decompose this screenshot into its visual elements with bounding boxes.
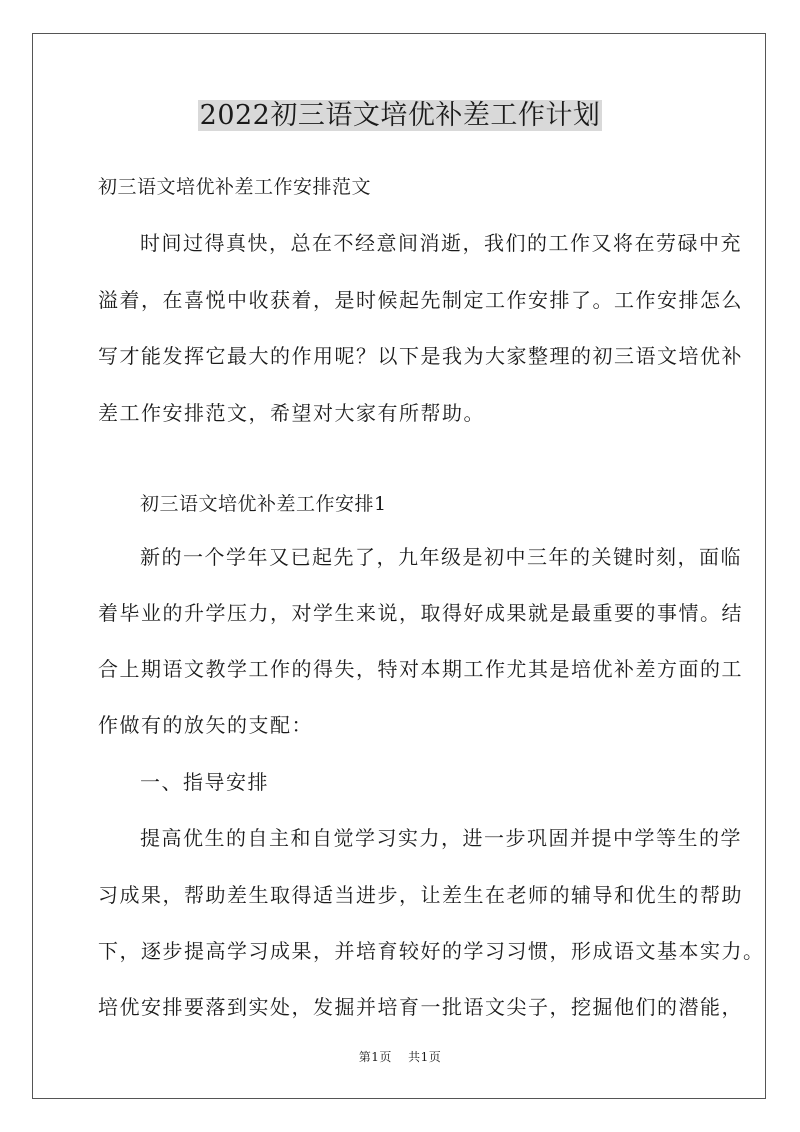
paragraph-line: 着毕业的升学压力，对学生来说，取得好成果就是最重要的事情。结 bbox=[98, 601, 743, 625]
page-footer bbox=[0, 1048, 800, 1065]
paragraph-line: 写才能发挥它最大的作用呢？以下是我为大家整理的初三语文培优补 bbox=[98, 344, 743, 368]
paragraph-line: 习成果，帮助差生取得适当进步，让差生在老师的辅导和优生的帮助 bbox=[98, 883, 743, 907]
paragraph-line: 作做有的放矢的支配： bbox=[98, 713, 313, 737]
page-number: 第1页 bbox=[358, 1050, 392, 1064]
page-total: 共1页 bbox=[408, 1050, 442, 1064]
document-title: 2022初三语文培优补差工作计划 bbox=[199, 100, 601, 131]
paragraph-line: 新的一个学年又已起先了，九年级是初中三年的关键时刻，面临 bbox=[140, 545, 742, 569]
paragraph-line: 提高优生的自主和自觉学习实力，进一步巩固并提中学等生的学 bbox=[140, 826, 742, 850]
paragraph-line: 溢着，在喜悦中收获着，是时候起先制定工作安排了。工作安排怎么 bbox=[98, 288, 743, 312]
paragraph-line: 时间过得真快，总在不经意间消逝，我们的工作又将在劳碌中充 bbox=[140, 231, 742, 255]
document-title-row bbox=[0, 96, 800, 136]
paragraph-line: 下，逐步提高学习成果，并培育较好的学习习惯，形成语文基本实力。 bbox=[98, 939, 765, 963]
subsection-heading: 一、指导安排 bbox=[140, 770, 269, 794]
subtitle: 初三语文培优补差工作安排范文 bbox=[98, 176, 372, 198]
section-heading: 初三语文培优补差工作安排1 bbox=[140, 493, 387, 515]
paragraph-line: 培优安排要落到实处，发掘并培育一批语文尖子，挖掘他们的潜能， bbox=[98, 995, 743, 1019]
paragraph-line: 合上期语文教学工作的得失，特对本期工作尤其是培优补差方面的工 bbox=[98, 657, 743, 681]
paragraph-line: 差工作安排范文，希望对大家有所帮助。 bbox=[98, 401, 485, 425]
